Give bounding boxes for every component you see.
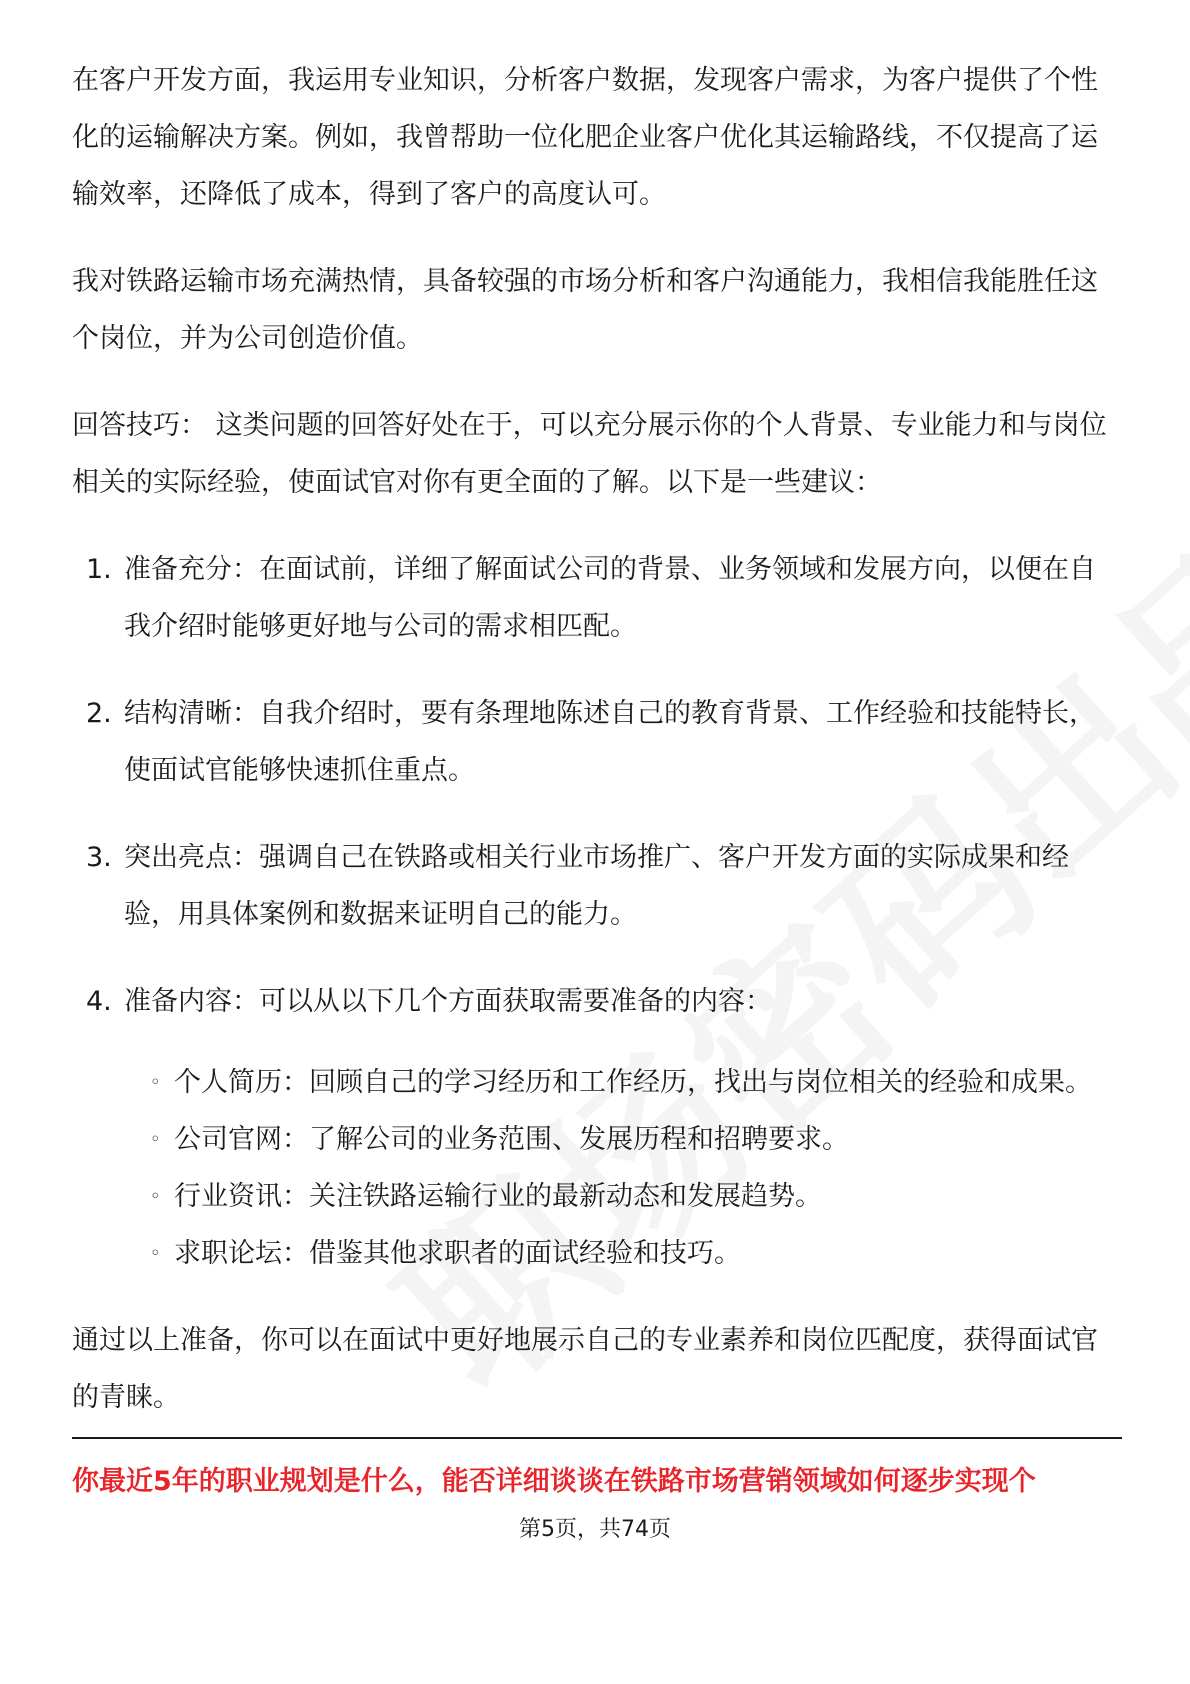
list-item — [124, 1111, 1122, 1168]
paragraph-customer-development: 在客户开发方面，我运用专业知识，分析客户数据，发现客户需求，为客户提供了个性化的运输解决方案。例如，我曾帮助一位化肥企业客户优化其运输路线，不仅提高了运输效率，还降低了成本，得到了客户的高度认可。 — [72, 65, 1098, 210]
tip-text: 准备内容：可以从以下几个方面获取需要准备的内容： — [124, 986, 772, 1017]
preparation-sources-list — [124, 1054, 1122, 1282]
list-item — [124, 1168, 1122, 1225]
tip-number: 1. — [86, 554, 112, 585]
tips-list — [72, 541, 1122, 1282]
sub-item-text: 个人简历：回顾自己的学习经历和工作经历，找出与岗位相关的经验和成果。 — [174, 1067, 1092, 1098]
tip-item — [72, 829, 1122, 943]
sub-item-text: 求职论坛：借鉴其他求职者的面试经验和技巧。 — [174, 1238, 741, 1269]
next-question-heading: 你最近5年的职业规划是什么，能否详细谈谈在铁路市场营销领域如何逐步实现个 — [72, 1466, 1036, 1497]
list-item — [124, 1054, 1122, 1111]
tip-text: 准备充分：在面试前，详细了解面试公司的背景、业务领域和发展方向，以便在自我介绍时能够更好地与公司的需求相匹配。 — [124, 554, 1096, 642]
divider — [72, 1437, 1122, 1439]
circle-bullet-icon: ◦ — [150, 1072, 161, 1093]
circle-bullet-icon: ◦ — [150, 1186, 161, 1207]
paragraph-enthusiasm: 我对铁路运输市场充满热情，具备较强的市场分析和客户沟通能力，我相信我能胜任这个岗位，并为公司创造价值。 — [72, 266, 1098, 354]
page-number: 第5页，共74页 — [519, 1517, 671, 1542]
paragraph-closing: 通过以上准备，你可以在面试中更好地展示自己的专业素养和岗位匹配度，获得面试官的青睐。 — [72, 1325, 1098, 1413]
tip-item — [72, 973, 1122, 1282]
paragraph-answer-tips: 回答技巧： 这类问题的回答好处在于，可以充分展示你的个人背景、专业能力和与岗位相关的实际经验，使面试官对你有更全面的了解。以下是一些建议： — [72, 410, 1107, 498]
list-item — [124, 1225, 1122, 1282]
sub-item-text: 公司官网：了解公司的业务范围、发展历程和招聘要求。 — [174, 1124, 849, 1155]
circle-bullet-icon: ◦ — [150, 1243, 161, 1264]
tip-number: 3. — [86, 842, 112, 873]
tip-number: 2. — [86, 698, 112, 729]
document-body — [72, 52, 1122, 1456]
circle-bullet-icon: ◦ — [150, 1129, 161, 1150]
tip-text: 突出亮点：强调自己在铁路或相关行业市场推广、客户开发方面的实际成果和经验，用具体案例和数据来证明自己的能力。 — [124, 842, 1069, 930]
tip-number: 4. — [86, 986, 112, 1017]
tip-text: 结构清晰：自我介绍时，要有条理地陈述自己的教育背景、工作经验和技能特长，使面试官能够快速抓住重点。 — [124, 698, 1096, 786]
tip-item — [72, 685, 1122, 799]
sub-item-text: 行业资讯：关注铁路运输行业的最新动态和发展趋势。 — [174, 1181, 822, 1212]
tip-item — [72, 541, 1122, 655]
